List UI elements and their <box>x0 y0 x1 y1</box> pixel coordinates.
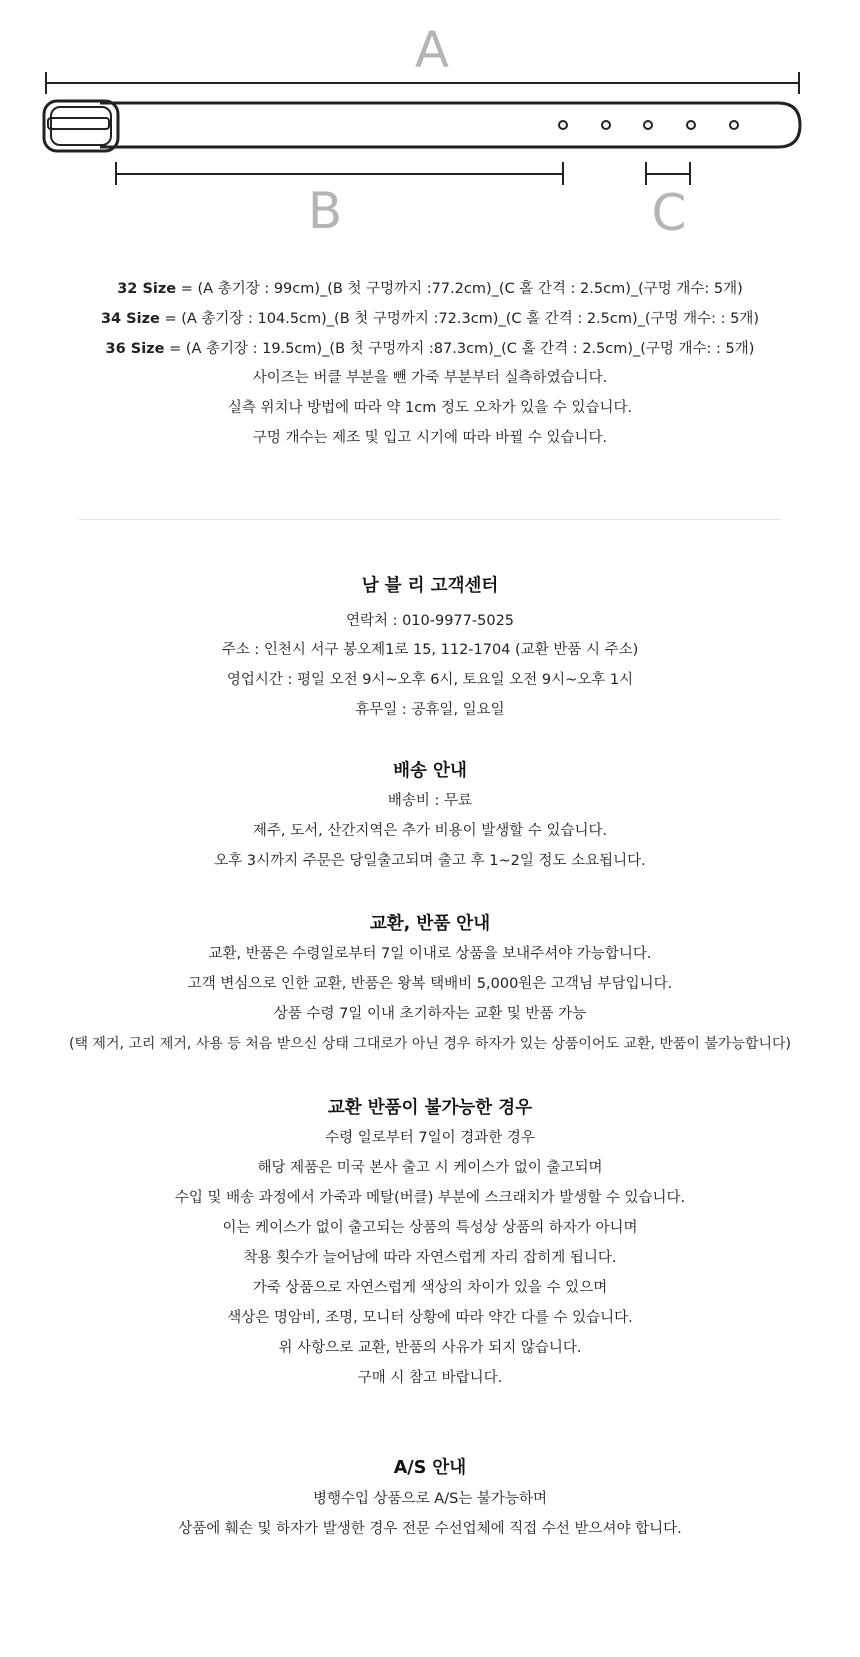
size-row <box>0 339 860 359</box>
exchange-line: (택 제거, 고리 제거, 사용 등 처음 받으신 상태 그대로가 아닌 경우 하자가 있는 상품이어도 교환, 반품이 불가능합니다) <box>68 1036 792 1052</box>
size-detail: = (A 총기장 : 104.5cm)_(B 첫 구멍까지 :72.3cm)_(C 홀 간격 : 2.5cm)_(구멍 개수: : 5개) <box>159 311 760 327</box>
size-name: 32 Size <box>117 281 177 297</box>
non-returnable-line: 이는 케이스가 없이 출고되는 상품의 특성상 상품의 하자가 아니며 <box>222 1220 638 1236</box>
exchange-line: 상품 수령 7일 이내 초기하자는 교환 및 반품 가능 <box>273 1006 587 1022</box>
non-returnable-line: 수령 일로부터 7일이 경과한 경우 <box>325 1130 535 1146</box>
size-row <box>0 309 860 329</box>
exchange-title: 교환, 반품 안내 <box>369 914 491 934</box>
size-name: 36 Size <box>105 341 165 357</box>
size-note: 실측 위치나 방법에 따라 약 1cm 정도 오차가 있을 수 있습니다. <box>227 400 633 416</box>
shipping-line: 오후 3시까지 주문은 당일출고되며 출고 후 1~2일 정도 소요됩니다. <box>214 853 646 869</box>
shipping-line: 배송비 : 무료 <box>387 793 473 809</box>
closed-days-line: 휴무일 : 공휴일, 일요일 <box>355 702 505 718</box>
hours-line: 영업시간 : 평일 오전 9시~오후 6시, 토요일 오전 9시~오후 1시 <box>226 672 634 688</box>
non-returnable-line: 위 사항으로 교환, 반품의 사유가 되지 않습니다. <box>278 1340 582 1356</box>
shipping-title: 배송 안내 <box>393 761 467 781</box>
size-name: 34 Size <box>100 311 160 327</box>
dimension-label-b: B <box>307 182 343 240</box>
belt-holes <box>559 121 738 129</box>
belt-icon <box>44 101 800 151</box>
contact-line: 연락처 : 010-9977-5025 <box>345 613 515 629</box>
non-returnable-line: 색상은 명암비, 조명, 모니터 상황에 따라 약간 다를 수 있습니다. <box>227 1310 633 1326</box>
as-title: A/S 안내 <box>393 1458 467 1478</box>
size-note: 구멍 개수는 제조 및 입고 시기에 따라 바뀔 수 있습니다. <box>252 430 608 446</box>
as-line: 상품에 훼손 및 하자가 발생한 경우 전문 수선업체에 직접 수선 받으셔야 합니다. <box>178 1521 682 1537</box>
exchange-line: 교환, 반품은 수령일로부터 7일 이내로 상품을 보내주셔야 가능합니다. <box>208 946 652 962</box>
non-returnable-line: 수입 및 배송 과정에서 가죽과 메탈(버클) 부분에 스크래치가 발생할 수 있습니다. <box>174 1190 686 1206</box>
dimension-label-a: A <box>414 21 450 79</box>
section-divider <box>79 519 781 520</box>
dimension-label-c: C <box>651 184 687 240</box>
belt-size-diagram <box>0 0 860 240</box>
exchange-line: 고객 변심으로 인한 교환, 반품은 왕복 택배비 5,000원은 고객님 부담입니다. <box>187 976 673 992</box>
customer-center-title: 남 블 리 고객센터 <box>361 576 499 596</box>
non-returnable-line: 해당 제품은 미국 본사 출고 시 케이스가 없이 출고되며 <box>257 1160 603 1176</box>
address-line: 주소 : 인천시 서구 봉오제1로 15, 112-1704 (교환 반품 시 주소) <box>221 642 639 658</box>
size-detail: = (A 총기장 : 99cm)_(B 첫 구멍까지 :77.2cm)_(C 홀 간격 : 2.5cm)_(구멍 개수: 5개) <box>176 281 743 297</box>
non-returnable-line: 가죽 상품으로 자연스럽게 색상의 차이가 있을 수 있으며 <box>252 1280 608 1296</box>
as-line: 병행수입 상품으로 A/S는 불가능하며 <box>313 1491 547 1507</box>
non-returnable-title: 교환 반품이 불가능한 경우 <box>327 1098 533 1118</box>
shipping-line: 제주, 도서, 산간지역은 추가 비용이 발생할 수 있습니다. <box>252 823 608 839</box>
non-returnable-line: 구매 시 참고 바랍니다. <box>357 1370 503 1386</box>
size-detail: = (A 총기장 : 19.5cm)_(B 첫 구멍까지 :87.3cm)_(C 홀 간격 : 2.5cm)_(구멍 개수: : 5개) <box>164 341 755 357</box>
size-note: 사이즈는 버클 부분을 뺀 가죽 부분부터 실측하였습니다. <box>252 370 608 386</box>
size-row <box>0 279 860 299</box>
non-returnable-line: 착용 횟수가 늘어남에 따라 자연스럽게 자리 잡히게 됩니다. <box>243 1250 617 1266</box>
